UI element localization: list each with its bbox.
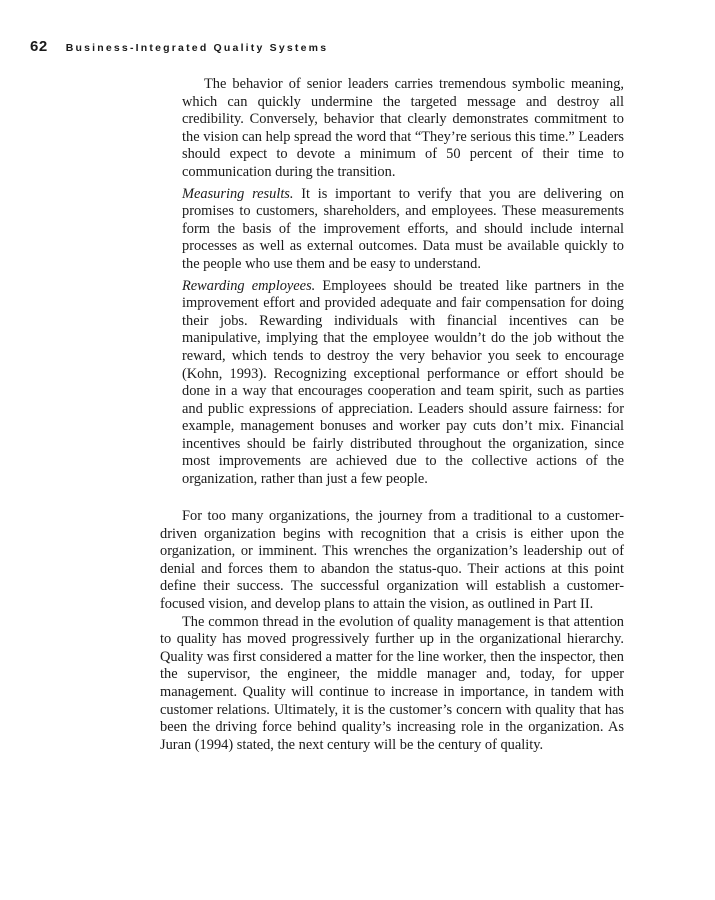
main-section xyxy=(160,508,624,754)
book-title: Business-Integrated Quality Systems xyxy=(65,42,329,54)
running-head xyxy=(30,38,328,55)
term-measuring-results: Measuring results. xyxy=(182,185,294,202)
measuring-results-text: It is important to verify that you are delivering on promises to customers, shareholders, and employees. These measurements form the basis of the improvement efforts, and should include internal processes as well as external outcomes. Data must be available quickly to the people who use them and be easy to understand. xyxy=(182,185,624,272)
paragraph-common-thread: The common thread in the evolution of quality management is that attention to quality has moved progressively further up in the organizational hierarchy. Quality was first considered a matter for the line worker, then the inspector, then the supervisor, the engineer, the middle manager and, today, for upper management. Quality will continue to increase in importance, in tandem with customer relations. Ultimately, it is the customer’s concern with quality that has been the driving force behind quality’s increasing role in the organization. As Juran (1994) stated, the next century will be the century of quality. xyxy=(160,613,624,753)
term-rewarding-employees: Rewarding employees. xyxy=(182,277,316,294)
indented-section xyxy=(182,76,624,489)
paragraph-senior-leaders: The behavior of senior leaders carries tremendous symbolic meaning, which can quickly undermine the targeted message and destroy all credibility. Conversely, behavior that clearly demonstrates commitment to the vision can help spread the word that “They’re serious this time.” Leaders should expect to devote a minimum of 50 percent of their time to communication during the transition. xyxy=(182,76,624,180)
paragraph-measuring-results xyxy=(182,186,624,274)
rewarding-employees-text: Employees should be treated like partners in the improvement effort and provided adequate and fair compensation for doing their jobs. Rewarding individuals with financial incentives can be manipulative, implying that the employee wouldn’t do the job without the reward, which tends to destroy the very behavior you seek to encourage (Kohn, 1993). Recognizing exceptional performance or effort should be done in a way that encourages cooperation and team spirit, such as parties and public expressions of appreciation. Leaders should assure fairness: for example, management bonuses and worker pay cuts don’t mix. Financial incentives should be fairly distributed throughout the organization, since most improvements are achieved due to the collective actions of the organization, rather than just a few people. xyxy=(182,277,624,488)
paragraph-rewarding-employees xyxy=(182,278,624,489)
paragraph-customer-driven: For too many organizations, the journey from a traditional to a customer-driven organization begins with recognition that a crisis is either upon the organization, or imminent. This wrenches the organization’s leadership out of denial and forces them to abandon the status-quo. Their actions at this point define their success. The successful organization will establish a customer-focused vision, and develop plans to attain the vision, as outlined in Part II. xyxy=(160,508,624,612)
page-number: 62 xyxy=(30,38,48,55)
